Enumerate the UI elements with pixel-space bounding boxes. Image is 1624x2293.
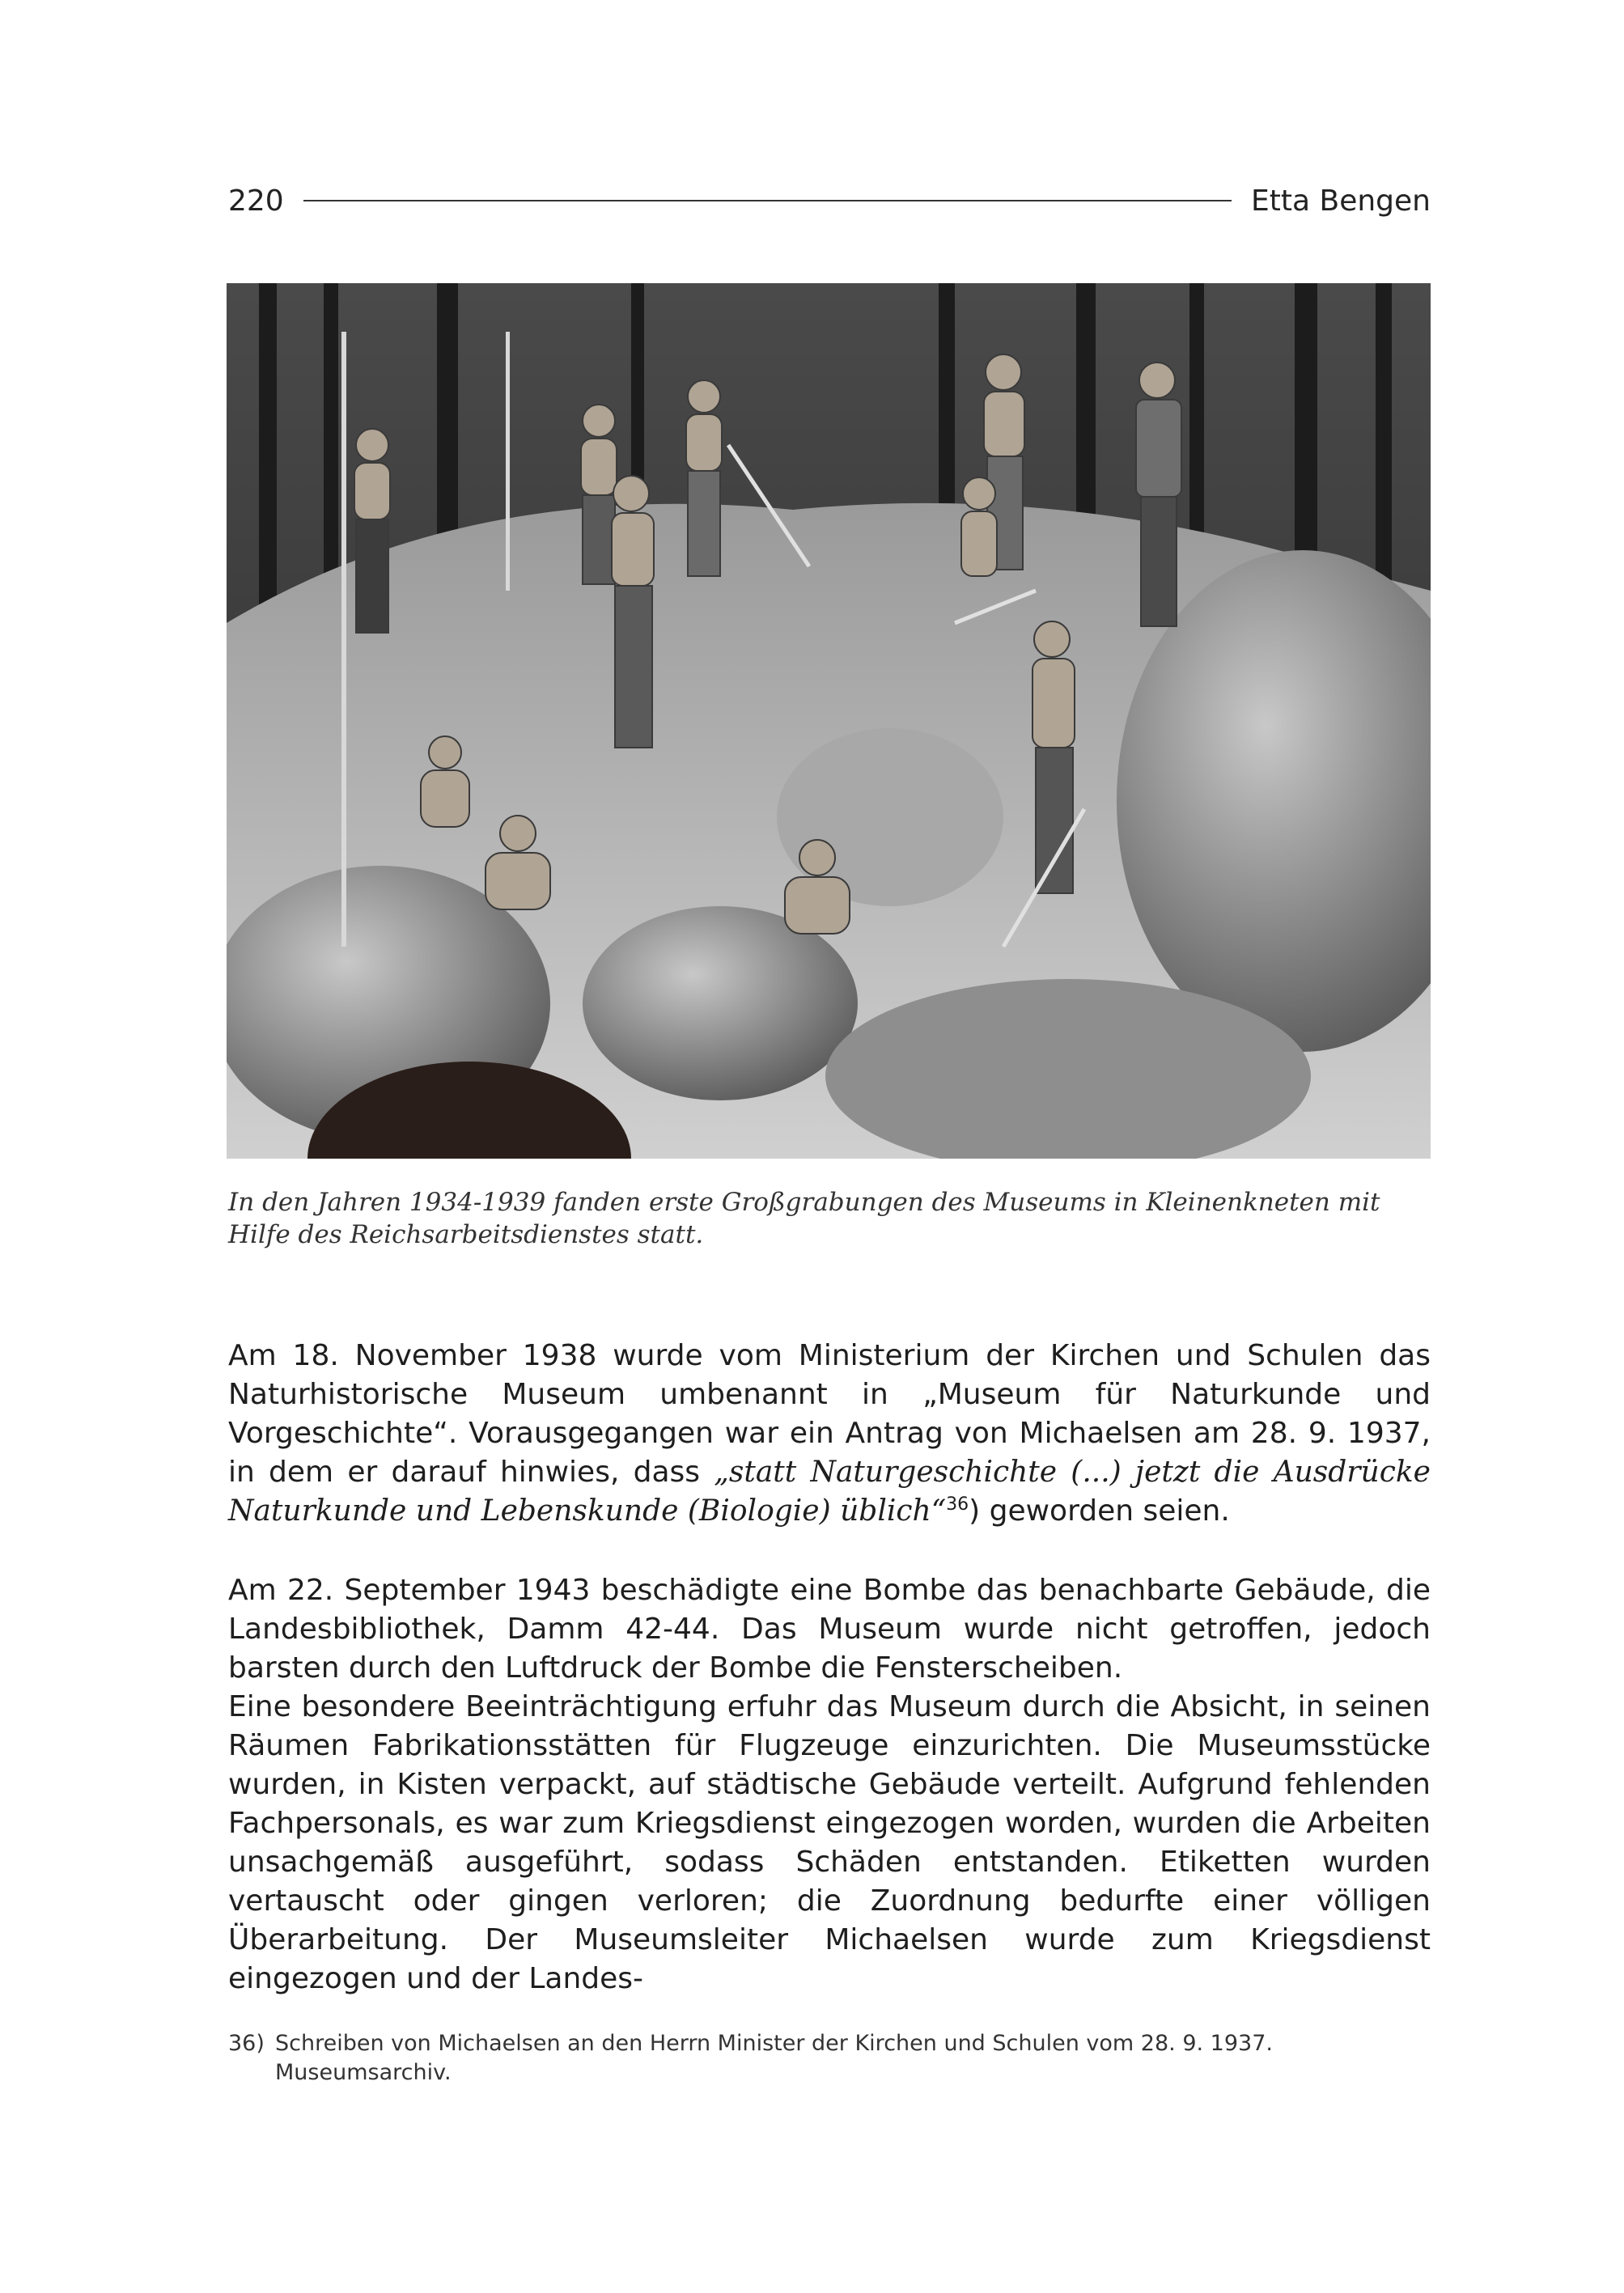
footnote-text: Schreiben von Michaelsen an den Herrn Minister der Kirchen und Schulen vom 28. 9. 1937. Museumsarchiv. bbox=[275, 2031, 1273, 2085]
footnote-reference[interactable]: 36 bbox=[946, 1494, 969, 1515]
excavation-photograph bbox=[227, 283, 1431, 1159]
paragraph-text: ) geworden seien. bbox=[969, 1494, 1230, 1528]
footnote bbox=[228, 2029, 1431, 2087]
header-rule bbox=[303, 200, 1232, 201]
page-number: 220 bbox=[228, 184, 284, 218]
paragraph-renaming bbox=[228, 1337, 1431, 1531]
quotation: „statt Naturgeschichte (...) jetzt die Ausdrücke Naturkunde und Lebenskunde (Biologie) üblich“ bbox=[228, 1456, 1431, 1528]
running-header bbox=[228, 176, 1431, 225]
photo-illustration bbox=[227, 283, 1431, 1159]
header-author: Etta Bengen bbox=[1251, 184, 1431, 218]
footnote-number: 36) bbox=[228, 2031, 265, 2056]
figure-caption: In den Jahren 1934-1939 fanden erste Großgrabungen des Museums in Kleinenkneten mit Hilfe des Reichsarbeitsdienstes statt. bbox=[228, 1188, 1380, 1249]
paragraph-bomb: Am 22. September 1943 beschädigte eine Bombe das benachbarte Gebäude, die Landesbibliothek, Damm 42-44. Das Museum wurde nicht getroffen, jedoch barsten durch den Luftdruck der Bombe die Fensterscheiben. bbox=[228, 1574, 1431, 1685]
paragraph-impairment: Eine besondere Beeinträchtigung erfuhr das Museum durch die Absicht, in seinen Räumen Fabrikationsstätten für Flugzeuge einzurichten. Die Museumsstücke wurden, in Kisten verpackt, auf städtische Gebäude verteilt. Aufgrund fehlenden Fachpersonals, es war zum Kriegsdienst eingezogen worden, wurden die Arbeiten unsachgemäß ausgeführt, sodass Schäden entstanden. Etiketten wurden vertauscht oder gingen verloren; die Zuordnung bedurfte einer völligen Überarbeitung. Der Museumsleiter Michaelsen wurde zum Kriegsdienst eingezogen und der Landes- bbox=[228, 1690, 1431, 1995]
paragraph-text: Am 18. November 1938 wurde vom Ministerium der Kirchen und Schulen das Naturhistorische Museum umbenannt in „Museum für Naturkunde und Vorgeschichte“. Vorausgegangen war ein Antrag von Michaelsen am 28. 9. 1937, in dem er darauf hinwies, dass bbox=[228, 1339, 1431, 1489]
